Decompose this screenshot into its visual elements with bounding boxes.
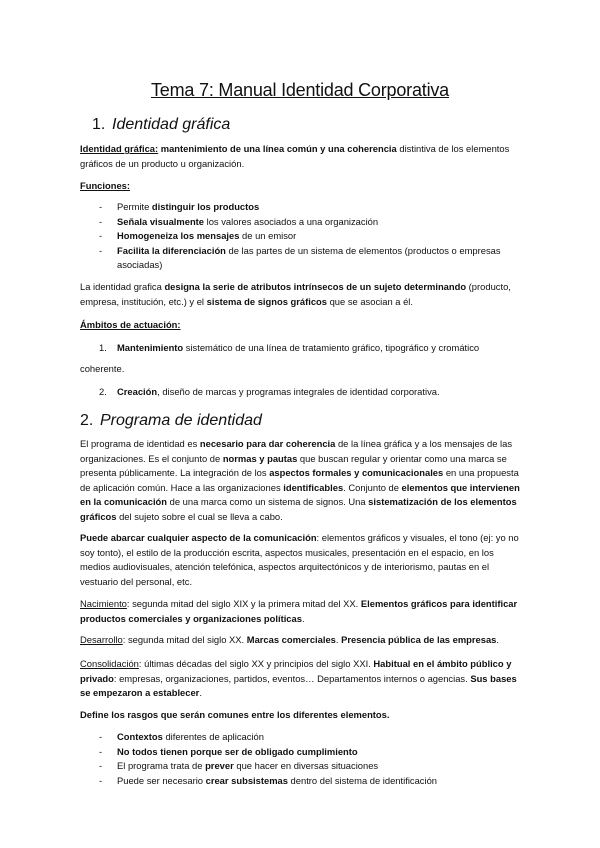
list-item: - Señala visualmente los valores asociados a una organización — [99, 215, 519, 230]
page-title: Tema 7: Manual Identidad Corporativa — [151, 80, 449, 100]
definition-rest: distintiva de los elementos gráficos de un producto u organización. — [80, 143, 510, 169]
ambito-item-1: 1. Mantenimiento sistemático de una línea de tratamiento gráfico, tipográfico y cromático — [99, 342, 480, 353]
programa-paragraph: El programa de identidad es necesario para dar coherencia de la línea gráfica y a los mensajes de las organizaciones. Es el conjunto de normas y pautas que buscan regular y orientar como una marca se presenta públicamente. La integración de los aspectos formales y comunicacionales en una propuesta de aplicación común. Hace a las organizaciones identificables. Conjunto de elementos que intervienen en la comunicación de una marca como un sistema de signos. Una sistematización de los elementos gráficos del sujeto sobre el cual se lleva a cabo. — [80, 438, 520, 522]
ambito-item-1-continuation: coherente. — [80, 363, 125, 374]
section-title: Programa de identidad — [100, 412, 262, 429]
section-heading-programa-identidad — [80, 412, 262, 430]
funciones-label: Funciones: — [80, 180, 131, 191]
list-item: - Contextos diferentes de aplicación — [99, 730, 519, 745]
list-item: - Permite distinguir los productos — [99, 200, 519, 215]
rasgos-list — [99, 730, 519, 788]
identidad-paragraph: La identidad grafica designa la serie de atributos intrínsecos de un sujeto determinando (producto, empresa, institución, etc.) y el sistema de signos gráficos que se asocian a él. — [80, 281, 511, 307]
section-number: 2. — [80, 412, 94, 429]
list-item: - Puede ser necesario crear subsistemas dentro del sistema de identificación — [99, 774, 519, 789]
list-item: - El programa trata de prever que hacer en diversas situaciones — [99, 759, 519, 774]
ambitos-label-line — [80, 318, 520, 333]
section-title: Identidad gráfica — [112, 116, 231, 133]
funciones-list — [99, 200, 519, 273]
list-item: - Facilita la diferenciación de las partes de un sistema de elementos (productos o empresas asociadas) — [99, 244, 519, 273]
definition-paragraph — [80, 142, 520, 171]
definition-label: Identidad gráfica: — [80, 143, 159, 154]
abarcar-paragraph: Puede abarcar cualquier aspecto de la comunicación: elementos gráficos y visuales, el tono (ej: yo no soy tonto), el estilo de la producción escrita, aspectos musicales, presentación en el espacio, en los medios audiovisuales, atención telefónica, aspectos arquitectónicos y de interiorismo, pautas en el vestuario del personal, etc. — [80, 532, 519, 587]
funciones-label-line — [80, 179, 520, 194]
section-number: 1. — [92, 116, 106, 133]
list-item: - No todos tienen porque ser de obligado cumplimiento — [99, 745, 519, 760]
desarrollo-paragraph: Desarrollo: segunda mitad del siglo XX. Marcas comerciales. Presencia pública de las empresas. — [80, 634, 500, 645]
ambitos-label: Ámbitos de actuación: — [80, 319, 181, 330]
ambito-item-2: 2. Creación, diseño de marcas y programas integrales de identidad corporativa. — [99, 386, 440, 397]
list-item: - Homogeneiza los mensajes de un emisor — [99, 229, 519, 244]
section-heading-identidad-grafica — [92, 116, 230, 134]
consolidacion-paragraph: Consolidación: últimas décadas del siglo XX y principios del siglo XXI. Habitual en el ámbito público y privado: empresas, organizaciones, partidos, eventos… Departamentos internos o agencias. Sus bases se empezaron a establecer. — [80, 658, 517, 698]
define-line: Define los rasgos que serán comunes entre los diferentes elementos. — [80, 709, 390, 720]
nacimiento-paragraph: Nacimiento: segunda mitad del siglo XIX y la primera mitad del XX. Elementos gráficos para identificar productos comerciales y organizaciones políticas. — [80, 598, 518, 624]
definition-bold: mantenimiento de una línea común y una coherencia — [160, 143, 397, 154]
